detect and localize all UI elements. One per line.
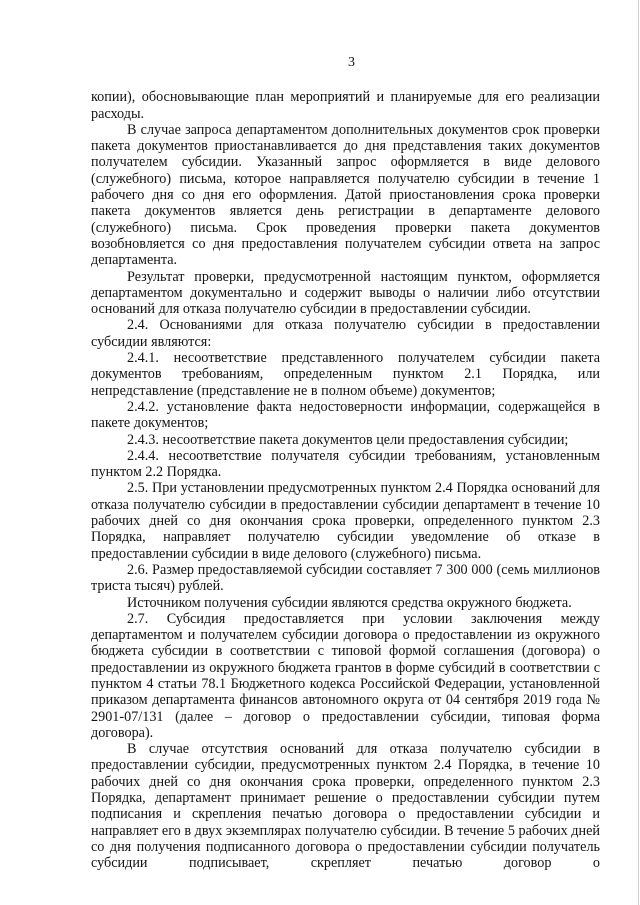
paragraph-3: Результат проверки, предусмотренной настоящим пунктом, оформляется департаментом документально и содержит выводы о наличии либо отсутствии оснований для отказа получателю субсидии в предоставлении субсидии. bbox=[91, 268, 600, 318]
page-edge bbox=[638, 0, 639, 905]
paragraph-9: 2.5. При установлении предусмотренных пунктом 2.4 Порядка оснований для отказа получателю субсидии в предоставлении субсидии департамент в течение 10 рабочих дней со дня окончания срока проверки, определенного пунктом 2.3 Порядка, направляет получателю субсидии уведомление об отказе в предоставлении субсидии в виде делового (служебного) письма. bbox=[91, 480, 600, 562]
paragraph-6: 2.4.2. установление факта недостоверности информации, содержащейся в пакете документов; bbox=[91, 398, 600, 432]
paragraph-11: Источником получения субсидии являются средства окружного бюджета. bbox=[127, 594, 572, 611]
paragraph-12: 2.7. Субсидия предоставляется при условии заключения между департаментом и получателем субсидии договора о предоставлении из окружного бюджета субсидии в соответствии с типовой формой соглашения (договора) о предоставлении из окружного бюджета грантов в форме субсидий в соответствии с пунктом 4 статьи 78.1 Бюджетного кодекса Российской Федерации, установленной приказом департамента финансов автономного округа от 04 сентября 2019 года № 2901-07/131 (далее – договор о предоставлении субсидии, типовая форма договора). bbox=[91, 610, 600, 741]
paragraph-4: 2.4. Основаниями для отказа получателю субсидии в предоставлении субсидии являются: bbox=[91, 317, 600, 350]
paragraph-10: 2.6. Размер предоставляемой субсидии составляет 7 300 000 (семь миллионов триста тысяч) рублей. bbox=[91, 561, 600, 595]
paragraph-5: 2.4.1. несоответствие представленного получателем субсидии пакета документов требованиям, определенным пунктом 2.1 Порядка, или непредставление (представление не в полном объеме) документов; bbox=[91, 350, 600, 399]
page-number: 3 bbox=[348, 55, 355, 70]
paragraph-8: 2.4.4. несоответствие получателя субсидии требованиям, установленным пунктом 2.2 Порядка. bbox=[91, 447, 600, 481]
paragraph-2: В случае запроса департаментом дополнительных документов срок проверки пакета документов приостанавливается до дня представления таких документов получателем субсидии. Указанный запрос оформляется в виде делового (служебного) письма, которое направляется получателю субсидии в течение 1 рабочего дня со дня его оформления. Датой приостановления срока проверки пакета документов является день регистрации в департаменте делового (служебного) письма. Срок проведения проверки пакета документов возобновляется со дня предоставления получателем субсидии ответа на запрос департамента. bbox=[91, 121, 600, 269]
paragraph-1: копии), обосновывающие план мероприятий и планируемые для его реализации расходы. bbox=[91, 89, 600, 122]
paragraph-7: 2.4.3. несоответствие пакета документов цели предоставления субсидии; bbox=[127, 431, 569, 448]
paragraph-13: В случае отсутствия оснований для отказа получателю субсидии в предоставлении субсидии, предусмотренных пунктом 2.4 Порядка, в течение 10 рабочих дней со дня окончания срока проверки, определенного пунктом 2.3 Порядка, департамент принимает решение о предоставлении субсидии путем подписания и скрепления печатью договора о предоставлении субсидии и направляет его в двух экземплярах получателю субсидии. В течение 5 рабочих дней со дня получения подписанного договора о предоставлении субсидии получатель субсидии подписывает, скрепляет печатью договор о bbox=[91, 741, 600, 872]
